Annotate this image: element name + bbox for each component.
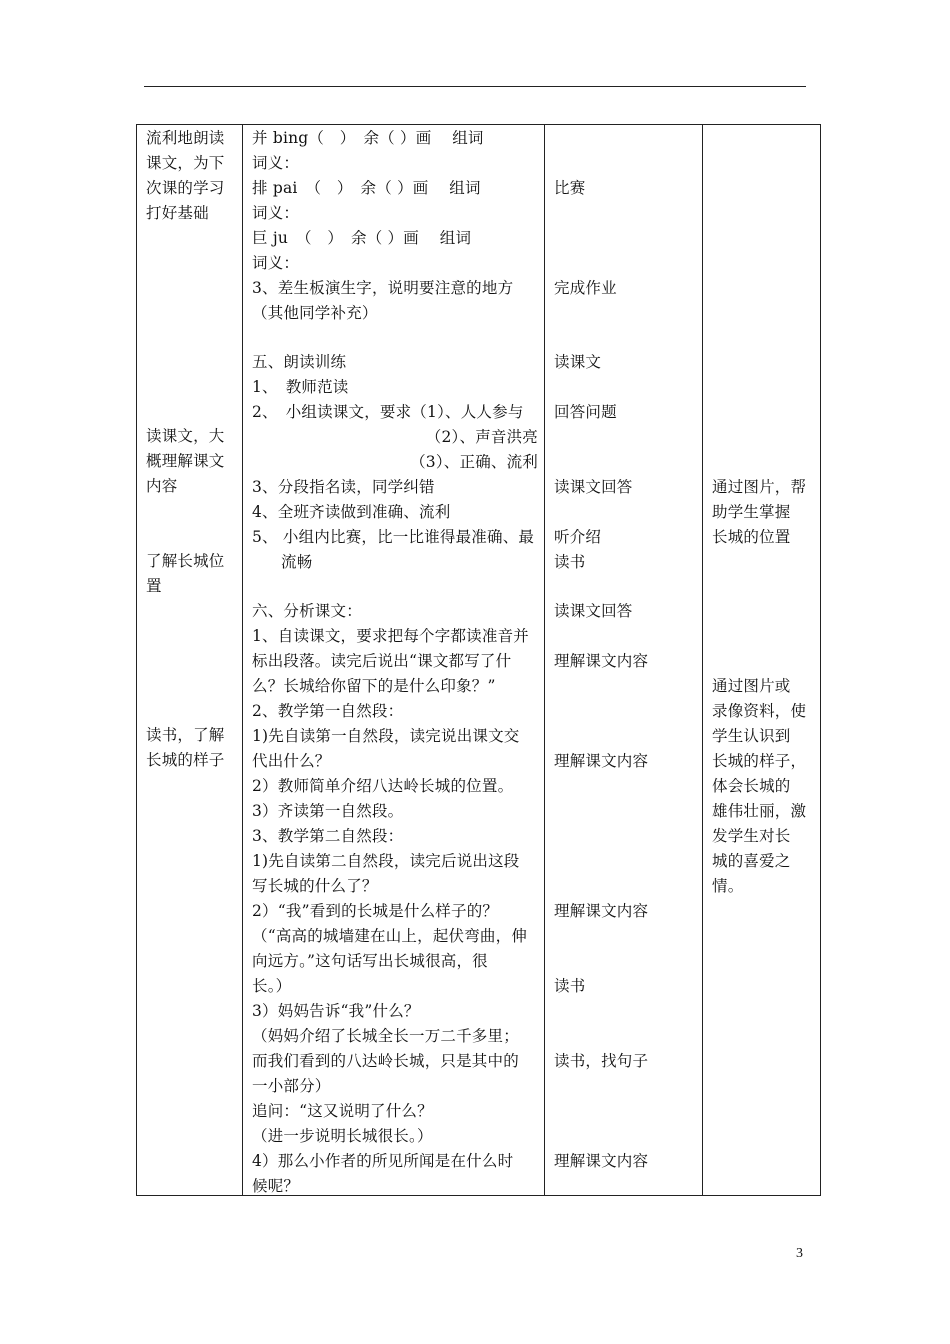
intent-line: 体会长城的 (712, 777, 791, 795)
process-line: 词义： (252, 204, 300, 222)
activity-line: 理解课文内容 (554, 902, 649, 920)
student-activity-column (545, 125, 703, 1196)
lesson-plan-table (136, 124, 821, 1196)
activity-line: 读书，找句子 (554, 1052, 649, 1070)
activity-line: 读课文 (554, 353, 602, 371)
intent-line: 学生认识到 (712, 727, 791, 745)
process-line: 写长城的什么了？ (252, 877, 378, 895)
activity-line: 完成作业 (554, 279, 617, 297)
page-number: 3 (796, 1246, 803, 1261)
process-line: 2、教学第一自然段： (252, 702, 404, 720)
process-line: 3、差生板演生字，说明要注意的地方 (252, 279, 514, 297)
objective-line: 课文，为下 (146, 154, 225, 172)
process-line: 流畅 (281, 553, 313, 571)
process-line: 3）齐读第一自然段。 (252, 802, 404, 820)
intent-line: 长城的位置 (712, 528, 791, 546)
process-line: 候呢？ (252, 1177, 300, 1195)
process-line: 1、自读课文，要求把每个字都读准音并 (252, 627, 529, 645)
process-line: 巨 ju （ ） 余（ ）画 组词 (252, 229, 472, 247)
process-line: 2、 小组读课文，要求（1）、人人参与 (252, 403, 524, 421)
process-line: 4、全班齐读做到准确、流利 (252, 503, 451, 521)
section-heading: 六、分析课文： (252, 602, 362, 620)
process-line: 3、分段指名读，同学纠错 (252, 478, 435, 496)
header-rule (144, 86, 806, 87)
process-line: （进一步说明长城很长。） (252, 1127, 433, 1145)
objective-line: 长城的样子 (146, 751, 225, 769)
process-line: 5、 小组内比赛，比一比谁得最准确、最 (252, 528, 535, 546)
activity-line: 回答问题 (554, 403, 617, 421)
activity-line: 理解课文内容 (554, 1152, 649, 1170)
process-line: 长。） (252, 977, 292, 995)
process-line: （妈妈介绍了长城全长一万二千多里； (252, 1027, 519, 1045)
activity-line: 读书 (554, 553, 586, 571)
process-line: 2）教师简单介绍八达岭长城的位置。 (252, 777, 514, 795)
process-line: （3）、正确、流利 (410, 453, 538, 471)
process-line: 而我们看到的八达岭长城，只是其中的 (252, 1052, 519, 1070)
process-line: 4）那么小作者的所见所闻是在什么时 (252, 1152, 514, 1170)
objective-line: 打好基础 (146, 204, 209, 222)
activity-line: 比赛 (554, 179, 586, 197)
activity-line: 读课文回答 (554, 602, 633, 620)
process-line: 词义： (252, 154, 300, 172)
process-line: 1)先自读第一自然段，读完说出课文交 (252, 727, 520, 745)
teaching-process-column (243, 125, 545, 1196)
intent-line: 通过图片，帮 (712, 478, 807, 496)
objective-line: 置 (146, 577, 162, 595)
intent-line: 长城的样子， (712, 752, 807, 770)
design-intent-column (703, 125, 821, 1196)
intent-line: 发学生对长 (712, 827, 791, 845)
activity-line: 读课文回答 (554, 478, 633, 496)
process-line: 排 pai （ ） 余（ ）画 组词 (252, 179, 481, 197)
process-line: 标出段落。读完后说出“课文都写了什 (252, 652, 512, 670)
table-row (137, 125, 821, 1196)
objective-line: 概理解课文 (146, 452, 225, 470)
activity-line: 理解课文内容 (554, 652, 649, 670)
process-line: 代出什么？ (252, 752, 331, 770)
process-line: 并 bing（ ） 余（ ）画 组词 (252, 129, 484, 147)
intent-line: 情。 (712, 877, 744, 895)
intent-line: 通过图片或 (712, 677, 791, 695)
activity-line: 听介绍 (554, 528, 602, 546)
process-line: 2）“我”看到的长城是什么样子的？ (252, 902, 499, 920)
process-line: 3、教学第二自然段： (252, 827, 404, 845)
process-line: （2）、声音洪亮 (425, 428, 538, 446)
intent-line: 城的喜爱之 (712, 852, 791, 870)
intent-line: 助学生掌握 (712, 503, 791, 521)
process-line: 词义： (252, 254, 300, 272)
activity-line: 读书 (554, 977, 586, 995)
activity-line: 理解课文内容 (554, 752, 649, 770)
objective-line: 读课文，大 (146, 427, 225, 445)
process-line: （“高高的城墙建在山上，起伏弯曲，伸 (252, 927, 528, 945)
process-line: 么？长城给你留下的是什么印象？” (252, 677, 496, 695)
objective-line: 读书，了解 (146, 726, 225, 744)
process-line: 追问：“这又说明了什么？ (252, 1102, 433, 1120)
objective-line: 了解长城位 (146, 552, 225, 570)
section-heading: 五、朗读训练 (252, 353, 347, 371)
process-line: 3）妈妈告诉“我”什么？ (252, 1002, 420, 1020)
process-line: 1、 教师范读 (252, 378, 349, 396)
objective-line: 次课的学习 (146, 179, 225, 197)
objective-line: 内容 (146, 477, 178, 495)
process-line: （其他同学补充） (252, 304, 378, 322)
intent-line: 雄伟壮丽，激 (712, 802, 807, 820)
intent-line: 录像资料，使 (712, 702, 807, 720)
process-line: 1)先自读第二自然段，读完后说出这段 (252, 852, 520, 870)
objective-line: 流利地朗读 (146, 129, 225, 147)
process-line: 向远方。”这句话写出长城很高，很 (252, 952, 488, 970)
objective-column (137, 125, 243, 1196)
process-line: 一小部分） (252, 1077, 331, 1095)
